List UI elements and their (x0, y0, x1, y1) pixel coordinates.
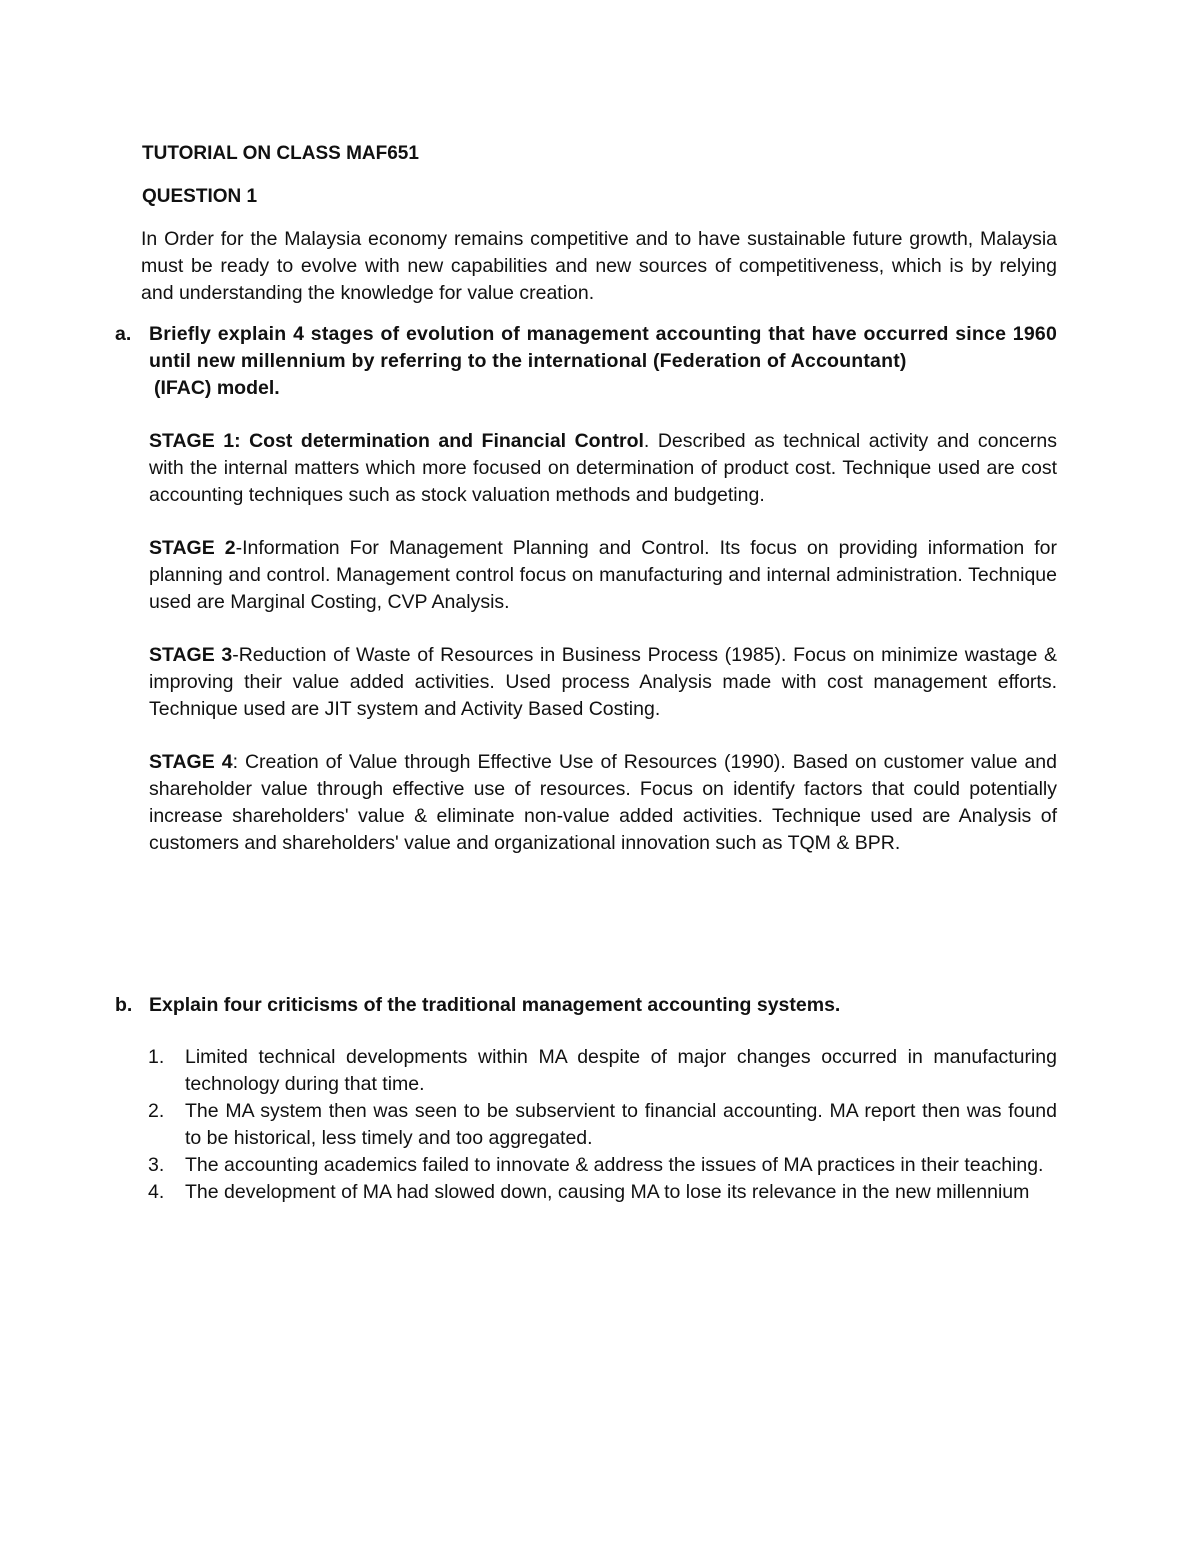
part-a-question-model: (IFAC) model. (154, 377, 280, 399)
list-item-number: 2. (148, 1100, 165, 1122)
list-item-text: The MA system then was seen to be subservient to financial accounting. MA report then was found to be historical, less timely and too aggregated. (185, 1100, 1057, 1149)
list-item-number: 1. (148, 1046, 165, 1068)
part-a-section (115, 321, 1057, 857)
question-intro: In Order for the Malaysia economy remains competitive and to have sustainable future growth, Malaysia must be ready to evolve with new capabilities and new sources of competitiveness, which is by relying and understanding the knowledge for value creation. (141, 228, 1057, 304)
stage-3-text: -Reduction of Waste of Resources in Business Process (1985). Focus on minimize wastage & improving their value added activities. Used process Analysis made with cost management efforts. Technique used are JIT system and Activity Based Costing. (149, 644, 1057, 720)
list-item-text: Limited technical developments within MA despite of major changes occurred in manufacturing technology during that time. (185, 1046, 1057, 1095)
list-item-number: 4. (148, 1181, 165, 1203)
part-b-marker: b. (115, 994, 133, 1016)
document-title: TUTORIAL ON CLASS MAF651 (142, 143, 419, 164)
list-item (148, 1152, 1057, 1179)
stage-2-text: -Information For Management Planning and Control. Its focus on providing information for planning and control. Management control focus on manufacturing and internal administration. Technique used are Marginal Costing, CVP Analysis. (149, 537, 1057, 613)
stage-2-paragraph (149, 535, 1057, 616)
part-a-question: Briefly explain 4 stages of evolution of management accounting that have occurred since 1960 until new millennium by referring to the international (Federation of Accountant) (149, 323, 1057, 372)
stage-3-paragraph (149, 642, 1057, 723)
stage-3-label: STAGE 3 (149, 644, 233, 666)
list-item-number: 3. (148, 1154, 165, 1176)
stage-4-paragraph (149, 749, 1057, 857)
list-item (148, 1044, 1057, 1098)
part-b-question: Explain four criticisms of the traditional management accounting systems. (149, 994, 841, 1016)
stage-1-paragraph (149, 428, 1057, 509)
list-item (148, 1179, 1057, 1206)
list-item (148, 1098, 1057, 1152)
stage-1-text: . Described as technical activity and concerns with the internal matters which more focused on determination of product cost. Technique used are cost accounting techniques such as stock valuation methods and budgeting. (149, 430, 1057, 506)
criticisms-list (115, 1044, 1057, 1206)
question-heading: QUESTION 1 (142, 186, 258, 207)
stage-4-text: : Creation of Value through Effective Use of Resources (1990). Based on customer value and shareholder value through effective use of resources. Focus on identify factors that could potentially increase shareholders' value & eliminate non-value added activities. Technique used are Analysis of customers and shareholders' value and organizational innovation such as TQM & BPR. (149, 751, 1057, 854)
stage-1-label: STAGE 1: Cost determination and Financial Control (149, 430, 644, 452)
stage-2-label: STAGE 2 (149, 537, 236, 559)
list-item-text: The development of MA had slowed down, causing MA to lose its relevance in the new millennium (185, 1181, 1030, 1203)
part-b-section (115, 992, 1057, 1206)
part-a-marker: a. (115, 323, 132, 345)
stage-4-label: STAGE 4 (149, 751, 233, 773)
list-item-text: The accounting academics failed to innovate & address the issues of MA practices in their teaching. (185, 1154, 1044, 1176)
